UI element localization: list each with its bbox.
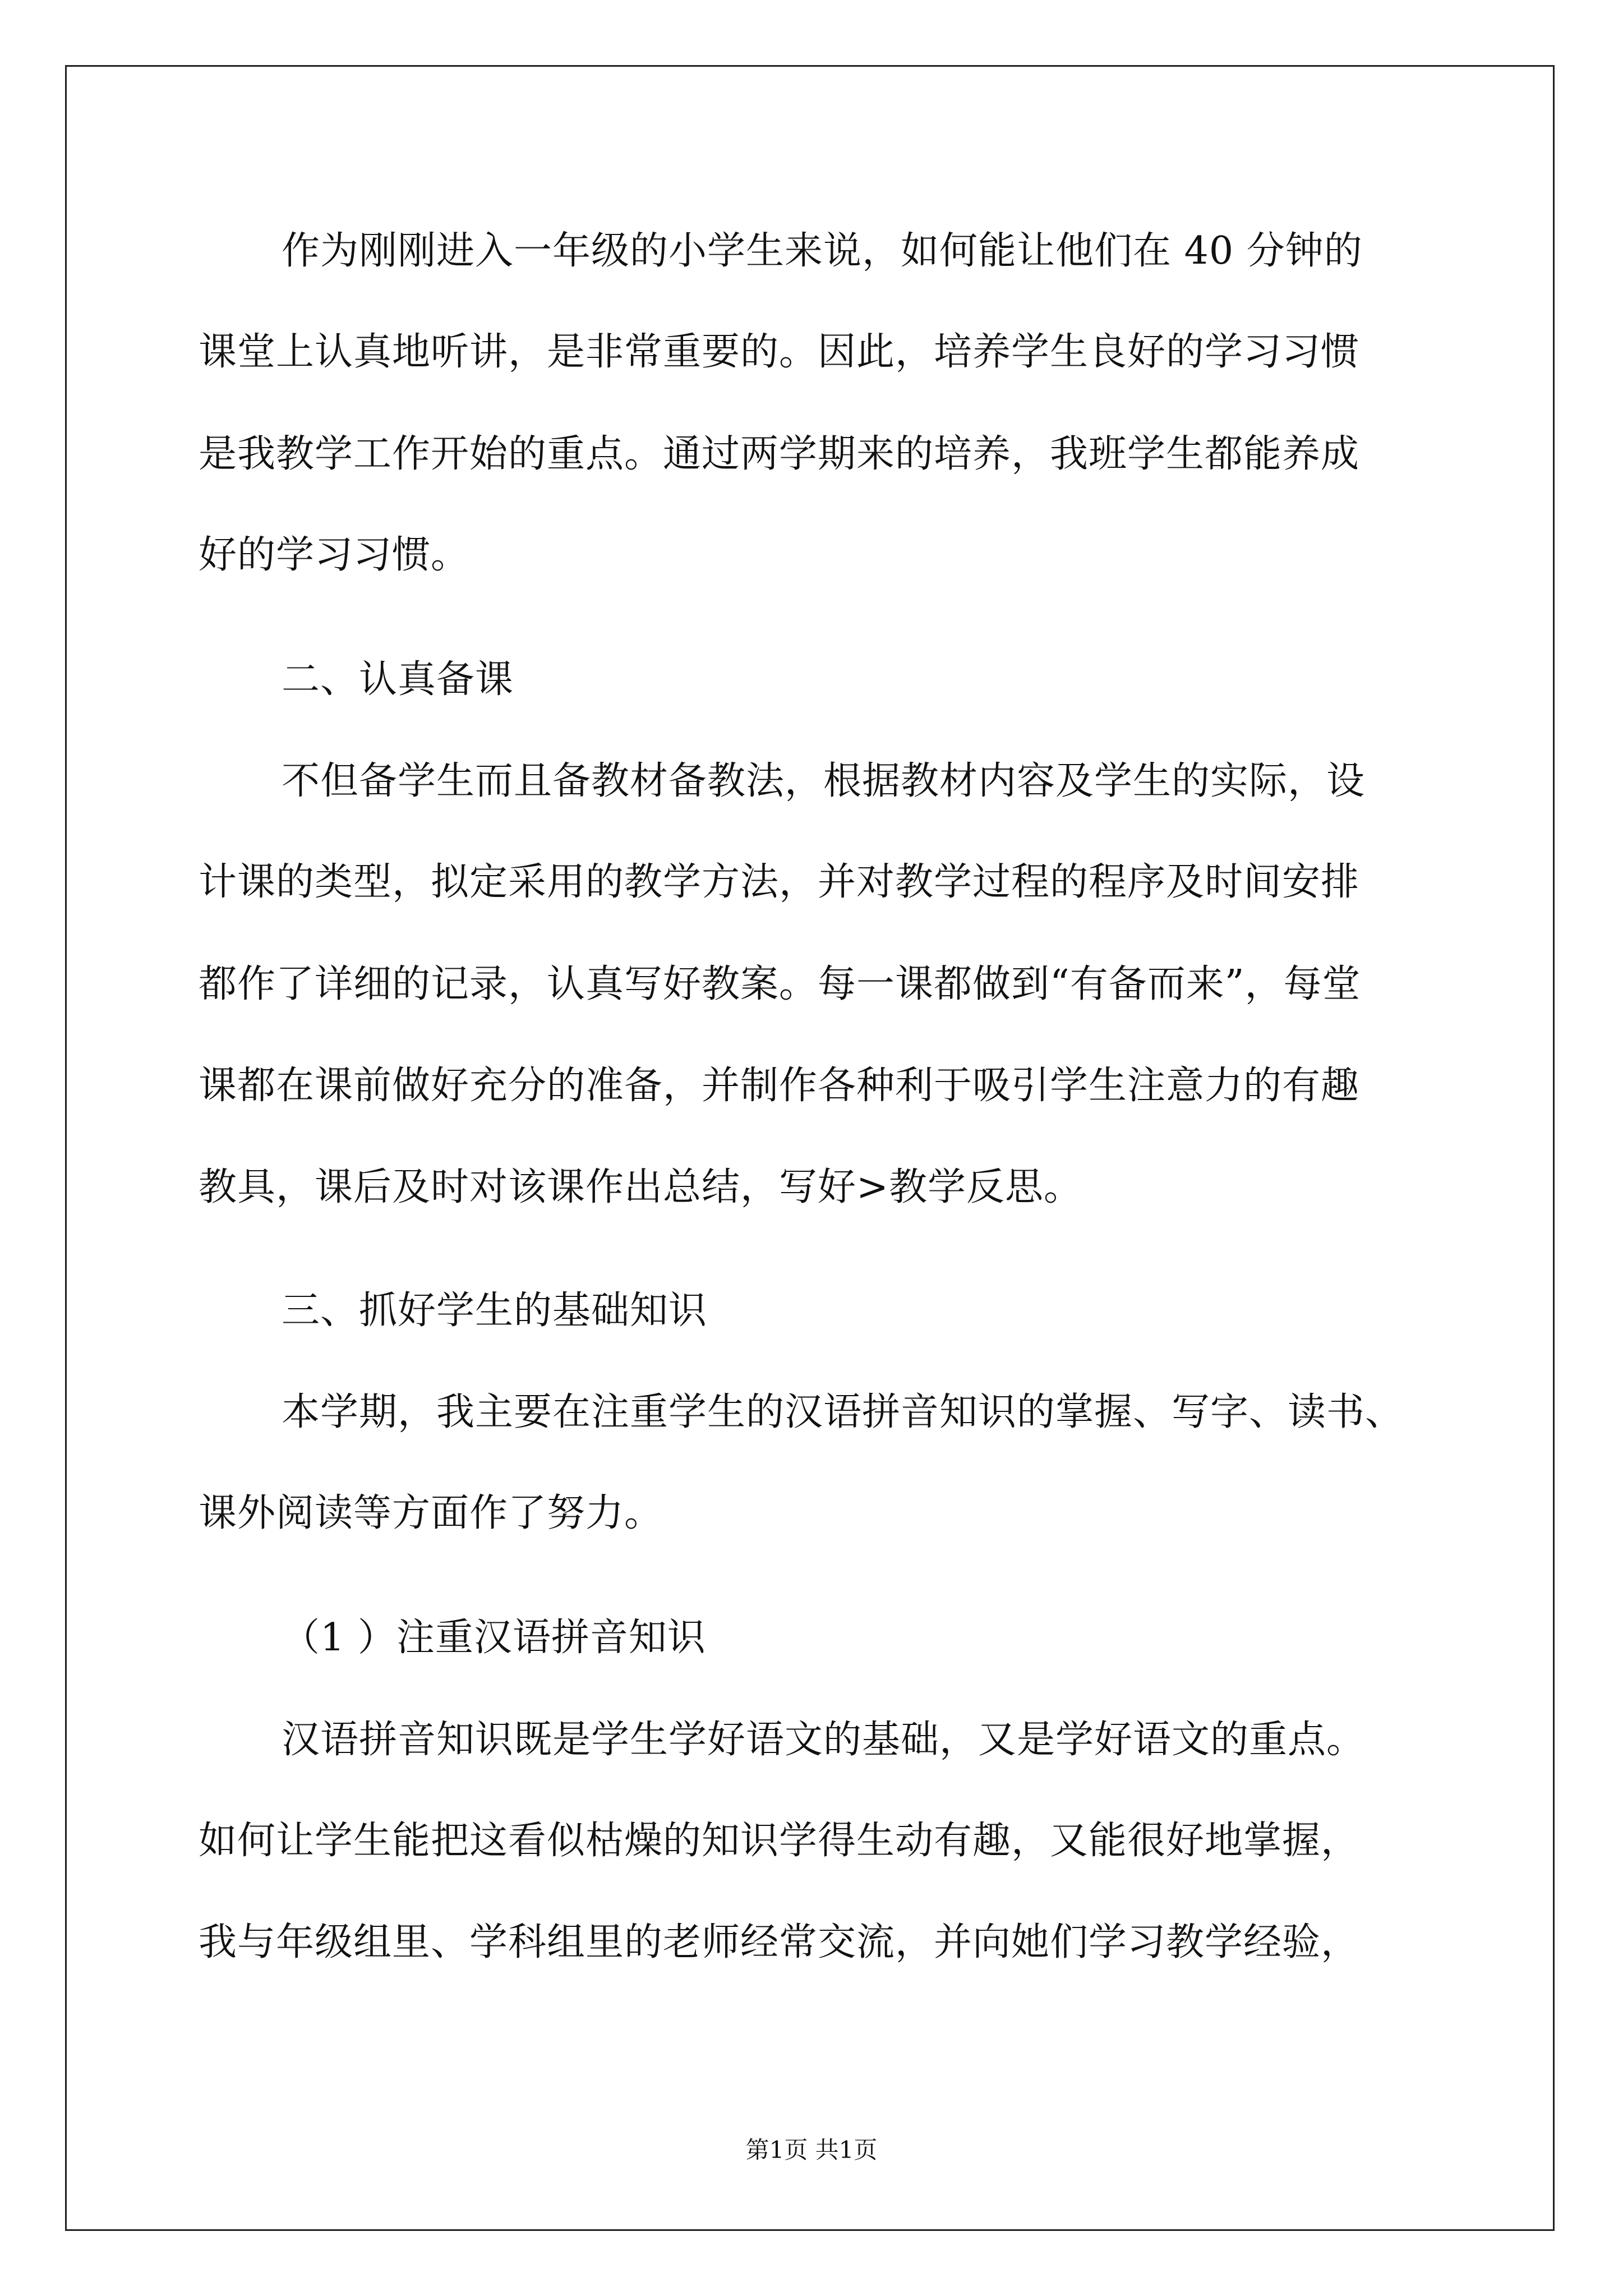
section-heading: 三、抓好学生的基础知识 bbox=[282, 1289, 708, 1333]
paragraph-line: 我与年级组里、学科组里的老师经常交流，并向她们学习教学经验， bbox=[199, 1920, 1360, 1964]
paragraph-line: 如何让学生能把这看似枯燥的知识学得生动有趣，又能很好地掌握， bbox=[199, 1819, 1360, 1863]
paragraph-line: 教具，课后及时对该课作出总结，写好>教学反思。 bbox=[199, 1165, 1082, 1209]
paragraph-line: 汉语拼音知识既是学生学好语文的基础，又是学好语文的重点。 bbox=[282, 1718, 1366, 1762]
section-heading: 二、认真备课 bbox=[282, 657, 514, 702]
paragraph-line: 课外阅读等方面作了努力。 bbox=[199, 1491, 663, 1535]
paragraph-line: 都作了详细的记录，认真写好教案。每一课都做到“有备而来”，每堂 bbox=[199, 962, 1361, 1006]
page-border bbox=[65, 65, 1555, 2231]
paragraph-line: 课都在课前做好充分的准备，并制作各种利于吸引学生注意力的有趣 bbox=[199, 1064, 1360, 1108]
paragraph-line: 是我教学工作开始的重点。通过两学期来的培养，我班学生都能养成 bbox=[199, 432, 1360, 476]
subsection-heading: （1 ）注重汉语拼音知识 bbox=[282, 1616, 706, 1660]
paragraph-line: 好的学习习惯。 bbox=[199, 533, 470, 577]
paragraph-line: 作为刚刚进入一年级的小学生来说，如何能让他们在 40 分钟的 bbox=[282, 229, 1363, 273]
paragraph-line: 课堂上认真地听讲，是非常重要的。因此，培养学生良好的学习习惯 bbox=[199, 330, 1360, 374]
paragraph-line: 不但备学生而且备教材备教法，根据教材内容及学生的实际，设 bbox=[282, 759, 1366, 803]
paragraph-line: 本学期，我主要在注重学生的汉语拼音知识的掌握、写字、读书、 bbox=[282, 1390, 1404, 1434]
paragraph-line: 计课的类型，拟定采用的教学方法，并对教学过程的程序及时间安排 bbox=[199, 860, 1360, 904]
page-footer: 第1页 共1页 bbox=[745, 2136, 878, 2164]
